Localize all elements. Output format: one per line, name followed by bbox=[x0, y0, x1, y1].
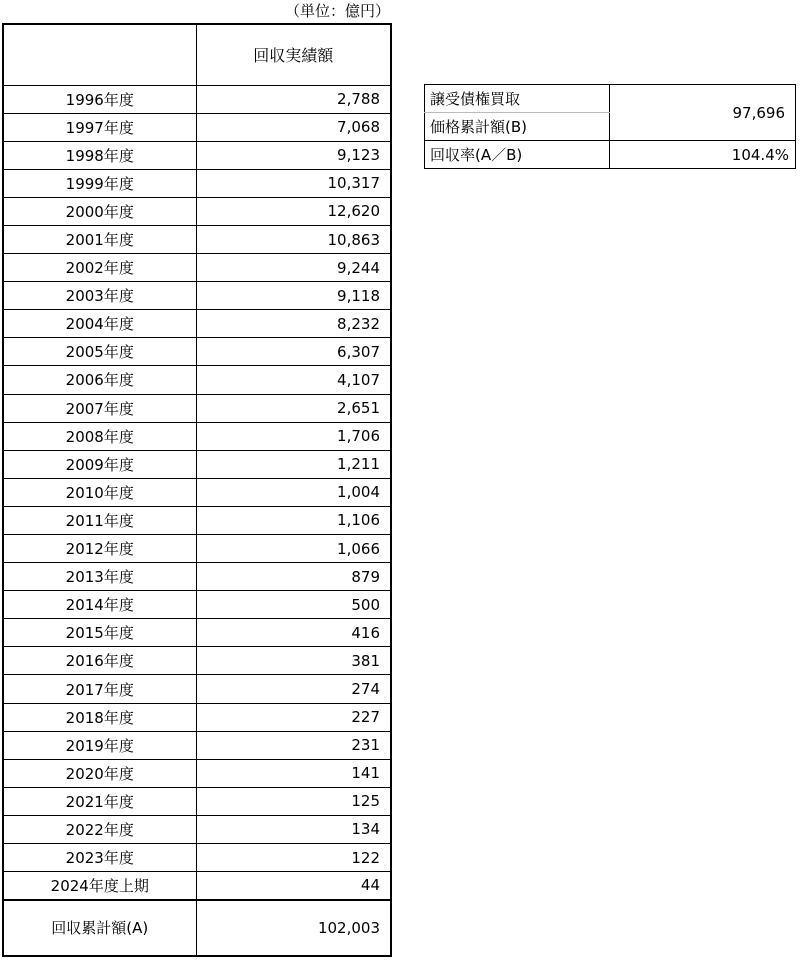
row-value: 134 bbox=[196, 815, 391, 843]
row-value: 6,307 bbox=[196, 338, 391, 366]
table-row bbox=[3, 815, 391, 843]
row-year: 1998年度 bbox=[3, 141, 196, 169]
row-year: 2016年度 bbox=[3, 647, 196, 675]
table-row bbox=[3, 591, 391, 619]
row-value: 416 bbox=[196, 619, 391, 647]
row-year: 2009年度 bbox=[3, 450, 196, 478]
row-year: 1996年度 bbox=[3, 85, 196, 113]
table-row bbox=[3, 197, 391, 225]
row-value: 12,620 bbox=[196, 197, 391, 225]
row-year: 2014年度 bbox=[3, 591, 196, 619]
row-year: 2024年度上期 bbox=[3, 872, 196, 900]
table-row bbox=[3, 872, 391, 900]
row-year: 2015年度 bbox=[3, 619, 196, 647]
row-year: 2007年度 bbox=[3, 394, 196, 422]
purchase-label-line1: 譲受債権買取 bbox=[425, 85, 610, 113]
row-value: 141 bbox=[196, 759, 391, 787]
table-row bbox=[3, 647, 391, 675]
rate-row bbox=[425, 141, 796, 169]
row-value: 125 bbox=[196, 787, 391, 815]
row-value: 381 bbox=[196, 647, 391, 675]
row-value: 1,066 bbox=[196, 535, 391, 563]
recovery-table bbox=[2, 23, 392, 957]
row-year: 2019年度 bbox=[3, 731, 196, 759]
table-row bbox=[3, 141, 391, 169]
row-year: 2010年度 bbox=[3, 478, 196, 506]
row-value: 2,651 bbox=[196, 394, 391, 422]
row-year: 2002年度 bbox=[3, 254, 196, 282]
table-row bbox=[3, 338, 391, 366]
table-row bbox=[3, 535, 391, 563]
row-year: 2023年度 bbox=[3, 844, 196, 872]
rate-label: 回収率(A／B) bbox=[425, 141, 610, 169]
row-year: 2006年度 bbox=[3, 366, 196, 394]
purchase-value: 97,696 bbox=[610, 85, 796, 141]
recovery-table-body bbox=[3, 24, 391, 956]
row-value: 10,863 bbox=[196, 225, 391, 253]
row-year: 2000年度 bbox=[3, 197, 196, 225]
row-value: 9,118 bbox=[196, 282, 391, 310]
row-value: 1,004 bbox=[196, 478, 391, 506]
row-year: 2017年度 bbox=[3, 675, 196, 703]
table-row bbox=[3, 506, 391, 534]
table-row bbox=[3, 731, 391, 759]
row-year: 2001年度 bbox=[3, 225, 196, 253]
row-value: 1,706 bbox=[196, 422, 391, 450]
summary-table bbox=[424, 84, 796, 169]
row-year: 2020年度 bbox=[3, 759, 196, 787]
row-year: 2022年度 bbox=[3, 815, 196, 843]
table-row bbox=[3, 759, 391, 787]
header-recovery-amount: 回収実績額 bbox=[196, 24, 391, 85]
purchase-row-1 bbox=[425, 85, 796, 113]
row-year: 2012年度 bbox=[3, 535, 196, 563]
table-row bbox=[3, 394, 391, 422]
unit-label: （単位：億円） bbox=[284, 2, 390, 20]
row-year: 1997年度 bbox=[3, 113, 196, 141]
row-value: 879 bbox=[196, 563, 391, 591]
row-value: 2,788 bbox=[196, 85, 391, 113]
table-row bbox=[3, 366, 391, 394]
table-row bbox=[3, 282, 391, 310]
row-value: 500 bbox=[196, 591, 391, 619]
row-year: 2013年度 bbox=[3, 563, 196, 591]
row-value: 9,244 bbox=[196, 254, 391, 282]
table-row bbox=[3, 254, 391, 282]
rate-value: 104.4% bbox=[610, 141, 796, 169]
table-row bbox=[3, 844, 391, 872]
table-row bbox=[3, 225, 391, 253]
row-year: 2021年度 bbox=[3, 787, 196, 815]
table-row bbox=[3, 675, 391, 703]
row-value: 10,317 bbox=[196, 169, 391, 197]
row-value: 231 bbox=[196, 731, 391, 759]
table-row bbox=[3, 450, 391, 478]
table-row bbox=[3, 113, 391, 141]
table-row bbox=[3, 703, 391, 731]
table-row bbox=[3, 563, 391, 591]
row-value: 274 bbox=[196, 675, 391, 703]
row-value: 122 bbox=[196, 844, 391, 872]
header-empty-cell bbox=[3, 24, 196, 85]
row-value: 227 bbox=[196, 703, 391, 731]
purchase-label-line2: 価格累計額(B) bbox=[425, 113, 610, 141]
table-row bbox=[3, 85, 391, 113]
row-year: 2005年度 bbox=[3, 338, 196, 366]
row-year: 1999年度 bbox=[3, 169, 196, 197]
row-year: 2008年度 bbox=[3, 422, 196, 450]
row-value: 8,232 bbox=[196, 310, 391, 338]
row-value: 1,211 bbox=[196, 450, 391, 478]
row-year: 2004年度 bbox=[3, 310, 196, 338]
table-header-row bbox=[3, 24, 391, 85]
total-value: 102,003 bbox=[196, 900, 391, 956]
total-label: 回収累計額(A) bbox=[3, 900, 196, 956]
row-value: 1,106 bbox=[196, 506, 391, 534]
table-row bbox=[3, 422, 391, 450]
table-row bbox=[3, 169, 391, 197]
row-year: 2011年度 bbox=[3, 506, 196, 534]
table-row bbox=[3, 619, 391, 647]
row-value: 44 bbox=[196, 872, 391, 900]
row-year: 2018年度 bbox=[3, 703, 196, 731]
table-row bbox=[3, 478, 391, 506]
row-year: 2003年度 bbox=[3, 282, 196, 310]
table-row bbox=[3, 787, 391, 815]
row-value: 9,123 bbox=[196, 141, 391, 169]
row-value: 4,107 bbox=[196, 366, 391, 394]
table-row bbox=[3, 310, 391, 338]
total-row bbox=[3, 900, 391, 956]
row-value: 7,068 bbox=[196, 113, 391, 141]
